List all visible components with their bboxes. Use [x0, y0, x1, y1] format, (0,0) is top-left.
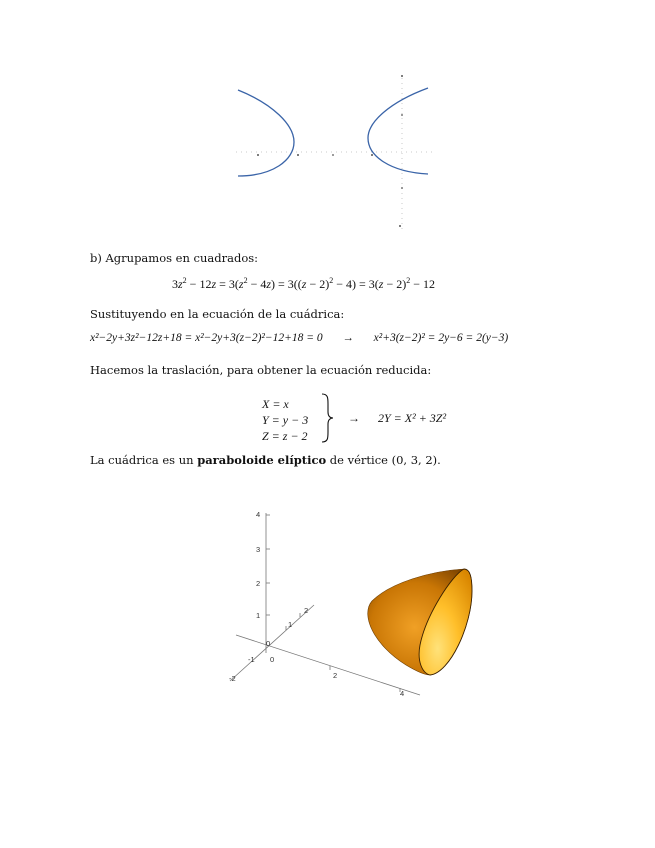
z-tick-4: 4: [256, 510, 261, 519]
translation-text: Hacemos la traslación, para obtener la ecuación reducida:: [90, 363, 432, 377]
x-tick-neg1: -1: [248, 655, 255, 664]
substituting-text: Sustituyendo en la ecuación de la cuádrica:: [90, 307, 345, 321]
section-b-intro: b) Agrupamos en cuadrados:: [90, 251, 259, 265]
hyperbola-right-branch: [368, 88, 428, 174]
hyperbola-axes: [236, 78, 433, 230]
reduced-equation: 2Y = X² + 3Z²: [378, 411, 447, 425]
paraboloid-figure: [220, 505, 490, 705]
z-tick-1: 1: [256, 611, 261, 620]
x-tick-4: 4: [400, 689, 405, 698]
x-tick-2: 2: [333, 671, 338, 680]
conclusion-text: La cuádrica es un paraboloide elíptico de vértice (0, 3, 2).: [90, 453, 441, 467]
hyperbola-left-branch: [238, 90, 294, 176]
system-arrow: →: [348, 411, 360, 425]
x-tick-0: 0: [270, 655, 275, 664]
equation-grouping: $3z^2 - 12z = 3(z^2 - 4z) = 3((z - 2)^2 - 4) = 3(z - 2)^2 - 12$: [172, 276, 436, 291]
x-tick-neg2: -2: [229, 674, 236, 683]
hyperbola-figure: [228, 70, 438, 235]
right-brace: [320, 392, 336, 444]
y-tick-2: 2: [304, 606, 309, 615]
translation-system: [262, 396, 308, 444]
y-tick-1: 1: [288, 620, 293, 629]
equation-substitution: x²−2y+3z²−12z+18 = x²−2y+3(z−2)²−12+18 = 0 → x²+3(z−2)² = 2y−6 = 2(y−3): [90, 332, 509, 344]
z-tick-0: 0: [266, 639, 271, 648]
system-line-x: X = x: [262, 397, 289, 411]
system-line-z: Z = z − 2: [262, 429, 308, 443]
hyperbola-tick-marks: [257, 75, 403, 227]
z-tick-2: 2: [256, 579, 261, 588]
system-line-y: Y = y − 3: [262, 413, 309, 427]
z-tick-3: 3: [256, 545, 261, 554]
